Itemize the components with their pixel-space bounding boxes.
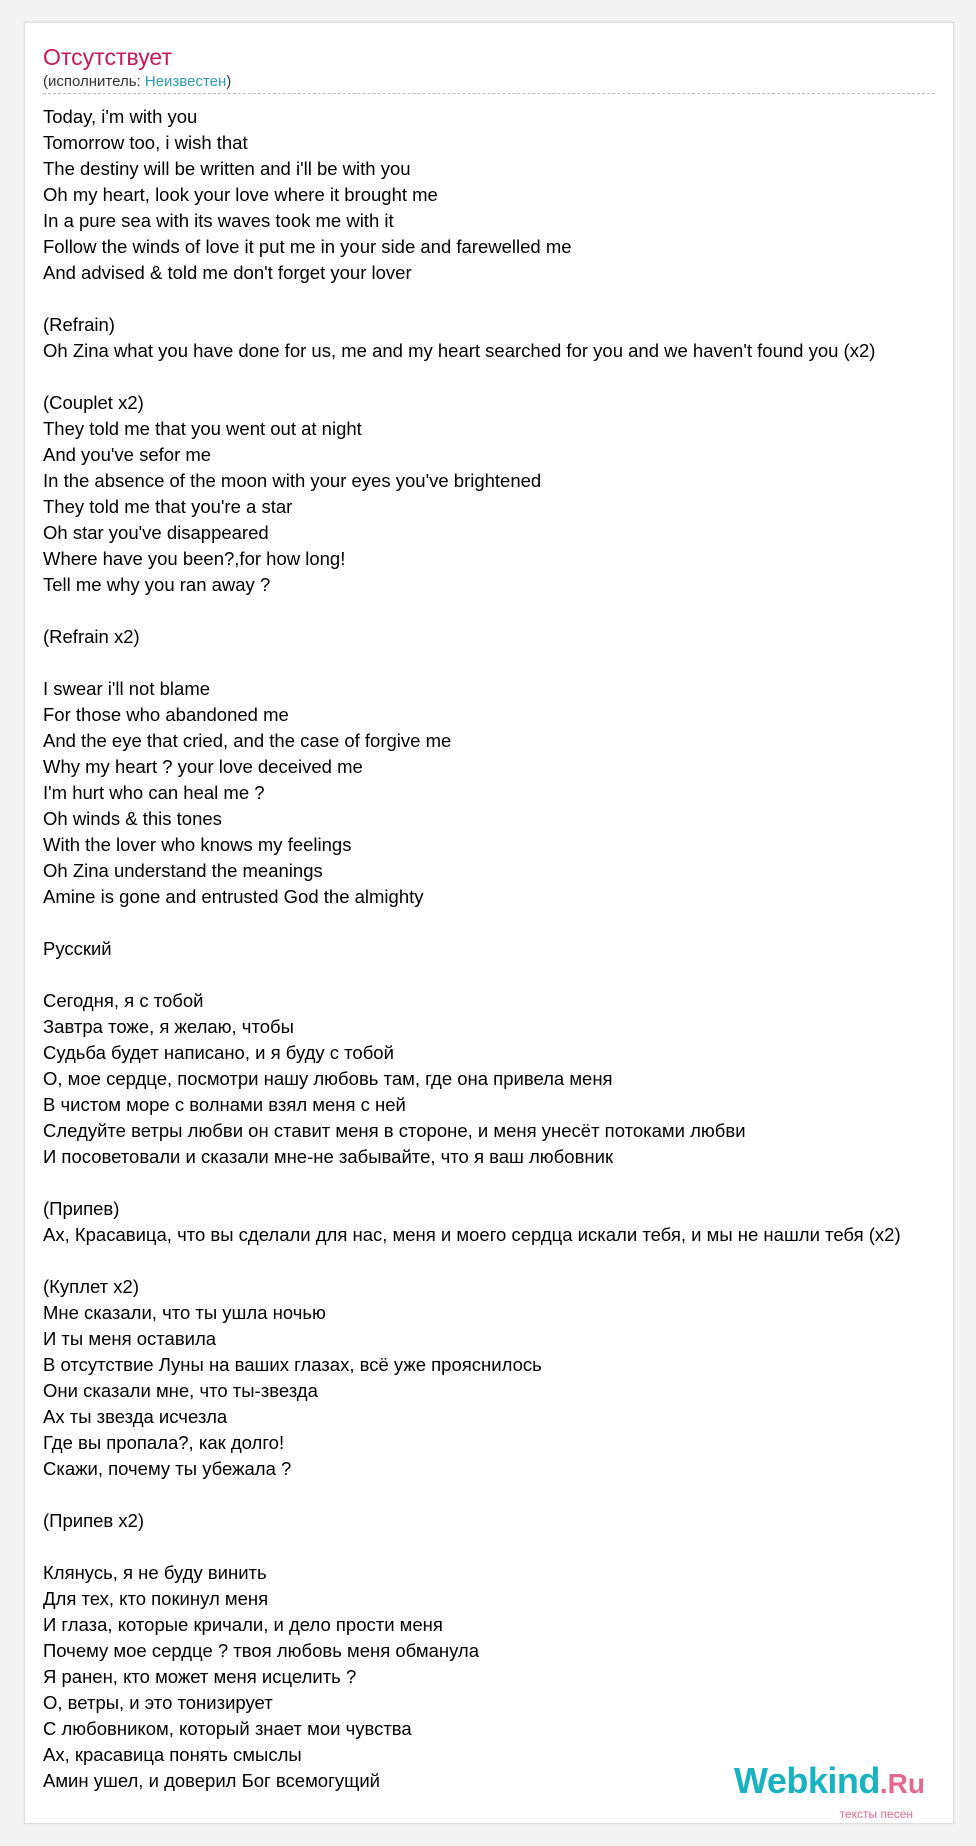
site-logo — [734, 1760, 925, 1801]
lyrics-body — [43, 104, 949, 1794]
lyric-line: Ах, красавица понять смыслы — [43, 1744, 302, 1765]
artist-link[interactable]: Неизвестен — [144, 73, 227, 90]
lyric-line: Мне сказали, что ты ушла ночью — [43, 1302, 326, 1323]
lyric-line: (Refrain x2) — [43, 626, 140, 647]
artist-line — [43, 73, 935, 91]
lyric-line: О, мое сердце, посмотри нашу любовь там, где она привела меня — [43, 1068, 613, 1089]
lyric-line: The destiny will be written and i'll be with you — [43, 158, 411, 179]
lyric-line: Я ранен, кто может меня исцелить ? — [43, 1666, 357, 1687]
lyric-blank-line — [43, 286, 949, 312]
lyric-line: Почему мое сердце ? твоя любовь меня обманула — [43, 1640, 480, 1661]
lyric-line: Tomorrow too, i wish that — [43, 132, 248, 153]
lyric-line: С любовником, который знает мои чувства — [43, 1718, 412, 1739]
lyric-line: Где вы пропала?, как долго! — [43, 1432, 285, 1453]
lyric-line: And you've sefor me — [43, 444, 212, 465]
lyric-line: И посоветовали и сказали мне-не забывайте, что я ваш любовник — [43, 1146, 614, 1167]
lyric-blank-line — [43, 910, 949, 936]
lyric-blank-line — [43, 1170, 949, 1196]
lyric-line: (Refrain) — [43, 314, 115, 335]
lyric-line: For those who abandoned me — [43, 704, 289, 725]
lyric-line: И ты меня оставила — [43, 1328, 217, 1349]
lyric-line: I swear i'll not blame — [43, 678, 211, 699]
lyric-line: Русский — [43, 938, 112, 959]
lyric-blank-line — [43, 598, 949, 624]
lyric-line: Today, i'm with you — [43, 106, 198, 127]
lyric-line: Oh Zina understand the meanings — [43, 860, 323, 881]
lyric-line: О, ветры, и это тонизирует — [43, 1692, 273, 1713]
lyric-line: They told me that you went out at night — [43, 418, 362, 439]
logo-tagline: тексты песен — [839, 1807, 913, 1821]
lyric-line: Oh winds & this tones — [43, 808, 222, 829]
lyric-line: Они сказали мне, что ты-звезда — [43, 1380, 318, 1401]
lyric-line: (Куплет x2) — [43, 1276, 139, 1297]
artist-prefix: (исполнитель: — [43, 73, 145, 90]
lyric-line: Amine is gone and entrusted God the almighty — [43, 886, 424, 907]
lyric-line: В отсутствие Луны на ваших глазах, всё уже прояснилось — [43, 1354, 542, 1375]
lyric-line: Сегодня, я с тобой — [43, 990, 204, 1011]
lyric-line: Завтра тоже, я желаю, чтобы — [43, 1016, 294, 1037]
lyric-line: (Припев x2) — [43, 1510, 145, 1531]
lyric-blank-line — [43, 1248, 949, 1274]
lyric-line: Oh star you've disappeared — [43, 522, 269, 543]
lyric-line: Скажи, почему ты убежала ? — [43, 1458, 292, 1479]
lyric-line: In a pure sea with its waves took me with it — [43, 210, 394, 231]
song-header — [43, 43, 935, 91]
lyric-line: (Couplet x2) — [43, 392, 144, 413]
lyric-line: (Припев) — [43, 1198, 120, 1219]
lyric-line: Oh Zina what you have done for us, me and my heart searched for you and we haven't found you (x2) — [43, 340, 876, 361]
lyric-line: With the lover who knows my feelings — [43, 834, 352, 855]
lyric-line: Клянусь, я не буду винить — [43, 1562, 267, 1583]
lyric-line: В чистом море с волнами взял меня с ней — [43, 1094, 406, 1115]
lyric-blank-line — [43, 962, 949, 988]
lyric-line: Следуйте ветры любви он ставит меня в стороне, и меня унесёт потоками любви — [43, 1120, 746, 1141]
lyric-line: Амин ушел, и доверил Бог всемогущий — [43, 1770, 380, 1791]
lyric-line: И глаза, которые кричали, и дело прости меня — [43, 1614, 443, 1635]
lyric-line: Судьба будет написано, и я буду с тобой — [43, 1042, 394, 1063]
lyric-blank-line — [43, 650, 949, 676]
logo-name: Webkind — [734, 1760, 880, 1801]
lyric-line: Follow the winds of love it put me in your side and farewelled me — [43, 236, 572, 257]
lyric-line: Where have you been?,for how long! — [43, 548, 346, 569]
lyric-line: I'm hurt who can heal me ? — [43, 782, 265, 803]
lyric-blank-line — [43, 1482, 949, 1508]
logo-tld: .Ru — [879, 1768, 925, 1799]
artist-suffix: ) — [226, 73, 232, 90]
lyric-line: Для тех, кто покинул меня — [43, 1588, 269, 1609]
lyric-line: They told me that you're a star — [43, 496, 293, 517]
lyric-line: Ах ты звезда исчезла — [43, 1406, 228, 1427]
lyric-line: Oh my heart, look your love where it brought me — [43, 184, 438, 205]
lyric-line: Ах, Красавица, что вы сделали для нас, меня и моего сердца искали тебя, и мы не нашли тебя (x2) — [43, 1224, 901, 1245]
lyric-blank-line — [43, 1534, 949, 1560]
lyric-line: In the absence of the moon with your eyes you've brightened — [43, 470, 542, 491]
lyric-line: And the eye that cried, and the case of forgive me — [43, 730, 452, 751]
header-divider — [43, 93, 935, 94]
lyric-line: Why my heart ? your love deceived me — [43, 756, 363, 777]
lyric-line: Tell me why you ran away ? — [43, 574, 271, 595]
song-title: Отсутствует — [43, 44, 172, 70]
lyric-blank-line — [43, 364, 949, 390]
lyric-line: And advised & told me don't forget your lover — [43, 262, 412, 283]
lyrics-card — [24, 22, 954, 1824]
